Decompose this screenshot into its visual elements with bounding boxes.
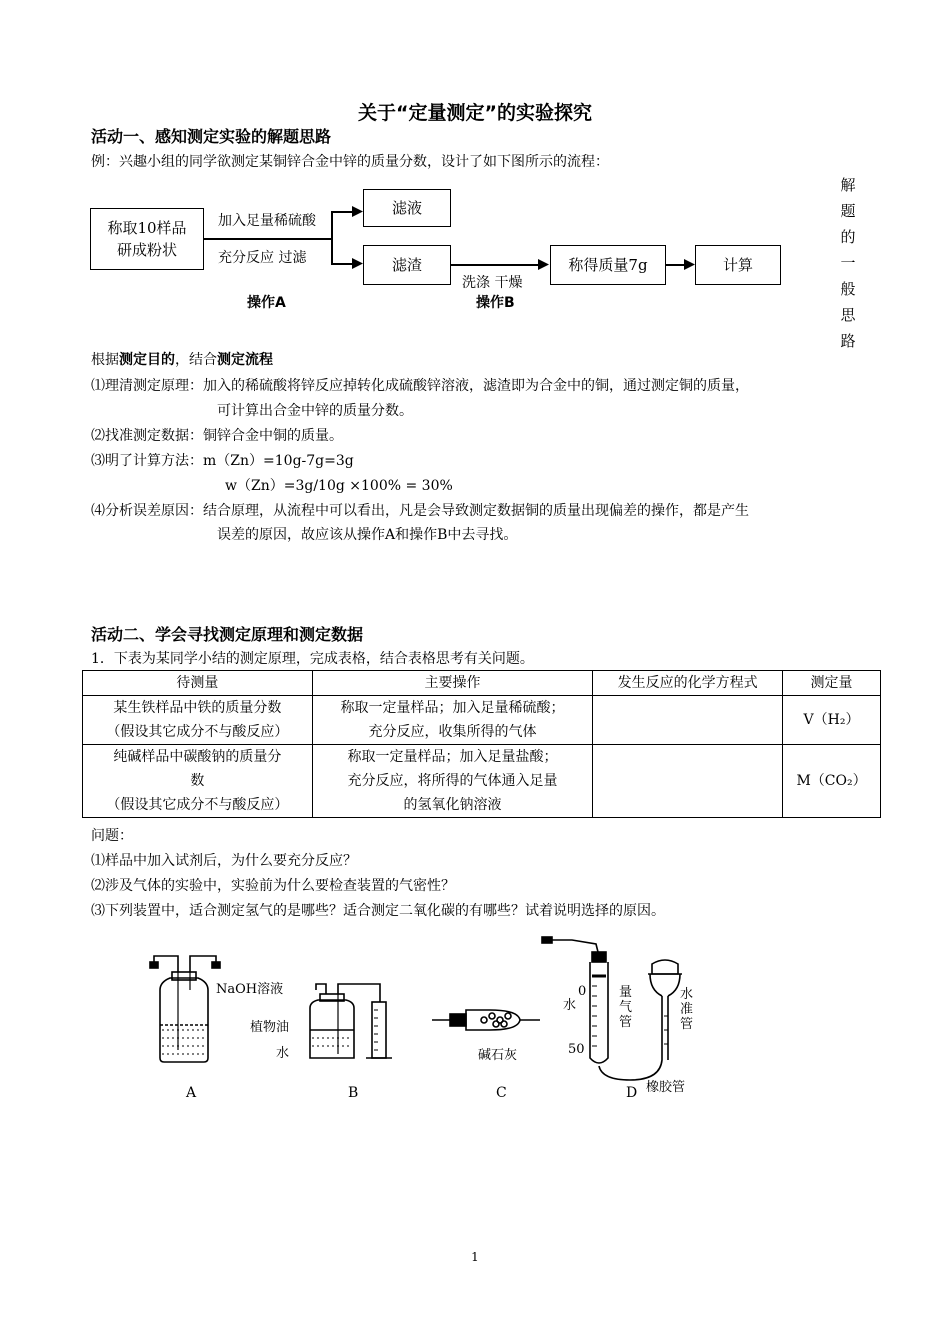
label-rubber: 橡胶管 bbox=[646, 1080, 686, 1095]
point-3: ⑶明了计算方法：m（Zn）=10g-7g=3g bbox=[91, 453, 354, 469]
label-water-b: 水 bbox=[276, 1046, 290, 1061]
flow-box-residue: 滤渣 bbox=[363, 245, 451, 285]
basis-b2: 测定流程 bbox=[217, 352, 273, 368]
basis-line bbox=[91, 349, 273, 369]
label-oil: 植物油 bbox=[250, 1020, 290, 1035]
flow-line-calc bbox=[666, 264, 686, 266]
flow-box-calc: 计算 bbox=[695, 245, 781, 285]
basis-mid: ，结合 bbox=[175, 352, 217, 368]
basis-b1: 测定目的 bbox=[119, 352, 175, 368]
cell-line: 充分反应，收集所得的气体 bbox=[368, 724, 537, 740]
table-cell-result: M（CO₂） bbox=[783, 745, 881, 818]
activity1-example: 例：兴趣小组的同学欲测定某铜锌合金中锌的质量分数，设计了如下图所示的流程： bbox=[91, 154, 609, 170]
table-cell-operation bbox=[312, 696, 593, 745]
flow-label-react: 充分反应 过滤 bbox=[218, 250, 307, 266]
table-cell-measure bbox=[83, 745, 313, 818]
point-3-cont: w（Zn）=3g/10g ×100% = 30% bbox=[225, 478, 453, 494]
point-4-cont: 误差的原因，故应该从操作A和操作B中去寻找。 bbox=[217, 527, 518, 543]
label-d: D bbox=[626, 1085, 638, 1101]
activity2-heading: 活动二、学会寻找测定原理和测定数据 bbox=[91, 625, 364, 644]
flow-box-sample bbox=[90, 208, 204, 270]
cell-line: 称取一定量样品；加入足量盐酸； bbox=[347, 749, 558, 765]
table-cell-measure bbox=[83, 696, 313, 745]
cell-line: 充分反应，将所得的气体通入足量 bbox=[347, 773, 558, 789]
side-note: 解题的一般思路 bbox=[840, 176, 856, 350]
basis-pre: 根据 bbox=[91, 352, 119, 368]
arrow-head-icon bbox=[538, 258, 550, 271]
question-2: ⑵涉及气体的实验中，实验前为什么要检查装置的气密性？ bbox=[91, 878, 455, 894]
flow-line-wash bbox=[451, 264, 541, 266]
questions-label: 问题： bbox=[91, 828, 133, 844]
principle-table bbox=[82, 670, 881, 818]
question-1: ⑴样品中加入试剂后，为什么要充分反应？ bbox=[91, 853, 357, 869]
question-3: ⑶下列装置中，适合测定氢气的是哪些？适合测定二氧化碳的有哪些？试着说明选择的原因。 bbox=[91, 903, 665, 919]
activity2-intro: 1．下表为某同学小结的测定原理，完成表格，结合表格思考有关问题。 bbox=[91, 651, 534, 667]
point-1: ⑴理清测定原理：加入的稀硫酸将锌反应掉转化成硫酸锌溶液，滤渣即为合金中的铜，通过测定铜的质量， bbox=[91, 378, 749, 394]
table-header: 待测量 bbox=[83, 671, 313, 696]
table-header: 发生反应的化学方程式 bbox=[593, 671, 783, 696]
table-header-row bbox=[83, 671, 881, 696]
flow-sample-line2: 研成粉状 bbox=[116, 241, 177, 259]
flow-box-filtrate: 滤液 bbox=[363, 189, 451, 227]
label-fifty: 50 bbox=[568, 1042, 585, 1057]
cell-line: （假设其它成分不与酸反应） bbox=[106, 797, 289, 813]
cell-line: 数 bbox=[190, 773, 205, 789]
flow-line-main bbox=[204, 238, 332, 240]
activity1-heading: 活动一、感知测定实验的解题思路 bbox=[91, 127, 332, 146]
table-row bbox=[83, 696, 881, 745]
table-header: 测定量 bbox=[783, 671, 881, 696]
point-2: ⑵找准测定数据：铜锌合金中铜的质量。 bbox=[91, 428, 343, 444]
label-naoh: NaOH溶液 bbox=[216, 982, 284, 997]
label-b: B bbox=[348, 1085, 359, 1101]
table-cell-equation[interactable] bbox=[593, 696, 783, 745]
table-cell-result: V（H₂） bbox=[783, 696, 881, 745]
table-row bbox=[83, 745, 881, 818]
label-zero: 0 bbox=[578, 984, 587, 999]
cell-line: （假设其它成分不与酸反应） bbox=[106, 724, 289, 740]
point-4: ⑷分析误差原因：结合原理，从流程中可以看出，凡是会导致测定数据铜的质量出现偏差的操作，都是产生 bbox=[91, 503, 749, 519]
apparatus-b-bottle bbox=[310, 984, 392, 1058]
page-title: 关于“定量测定”的实验探究 bbox=[358, 102, 592, 124]
flow-box-weigh: 称得质量7g bbox=[550, 245, 666, 285]
label-lime: 碱石灰 bbox=[478, 1048, 518, 1063]
flow-op-a: 操作A bbox=[247, 295, 286, 311]
flow-op-b: 操作B bbox=[476, 295, 515, 311]
cell-line: 纯碱样品中碳酸钠的质量分 bbox=[113, 749, 282, 765]
flow-label-add: 加入足量稀硫酸 bbox=[218, 213, 316, 229]
label-c: C bbox=[496, 1085, 507, 1101]
apparatus-a-bottle bbox=[150, 956, 220, 1062]
label-a: A bbox=[186, 1085, 197, 1101]
table-cell-equation[interactable] bbox=[593, 745, 783, 818]
flow-sample-line1: 称取10样品 bbox=[107, 219, 187, 237]
apparatus-c-tube bbox=[432, 1010, 540, 1030]
table-cell-operation bbox=[312, 745, 593, 818]
flow-label-wash: 洗涤 干燥 bbox=[462, 275, 523, 291]
cell-line: 某生铁样品中铁的质量分数 bbox=[113, 700, 282, 716]
apparatus-figure bbox=[140, 930, 720, 1110]
cell-line: 称取一定量样品；加入足量稀硫酸； bbox=[340, 700, 565, 716]
label-level-tube: 水准管 bbox=[680, 987, 694, 1032]
point-1-cont: 可计算出合金中锌的质量分数。 bbox=[217, 403, 413, 419]
label-water-d: 水 bbox=[563, 998, 577, 1013]
flow-line-split bbox=[331, 211, 333, 264]
table-header: 主要操作 bbox=[312, 671, 593, 696]
label-gas-tube: 量气管 bbox=[619, 985, 633, 1030]
cell-line: 的氢氧化钠溶液 bbox=[403, 797, 502, 813]
page-number: 1 bbox=[471, 1250, 479, 1264]
